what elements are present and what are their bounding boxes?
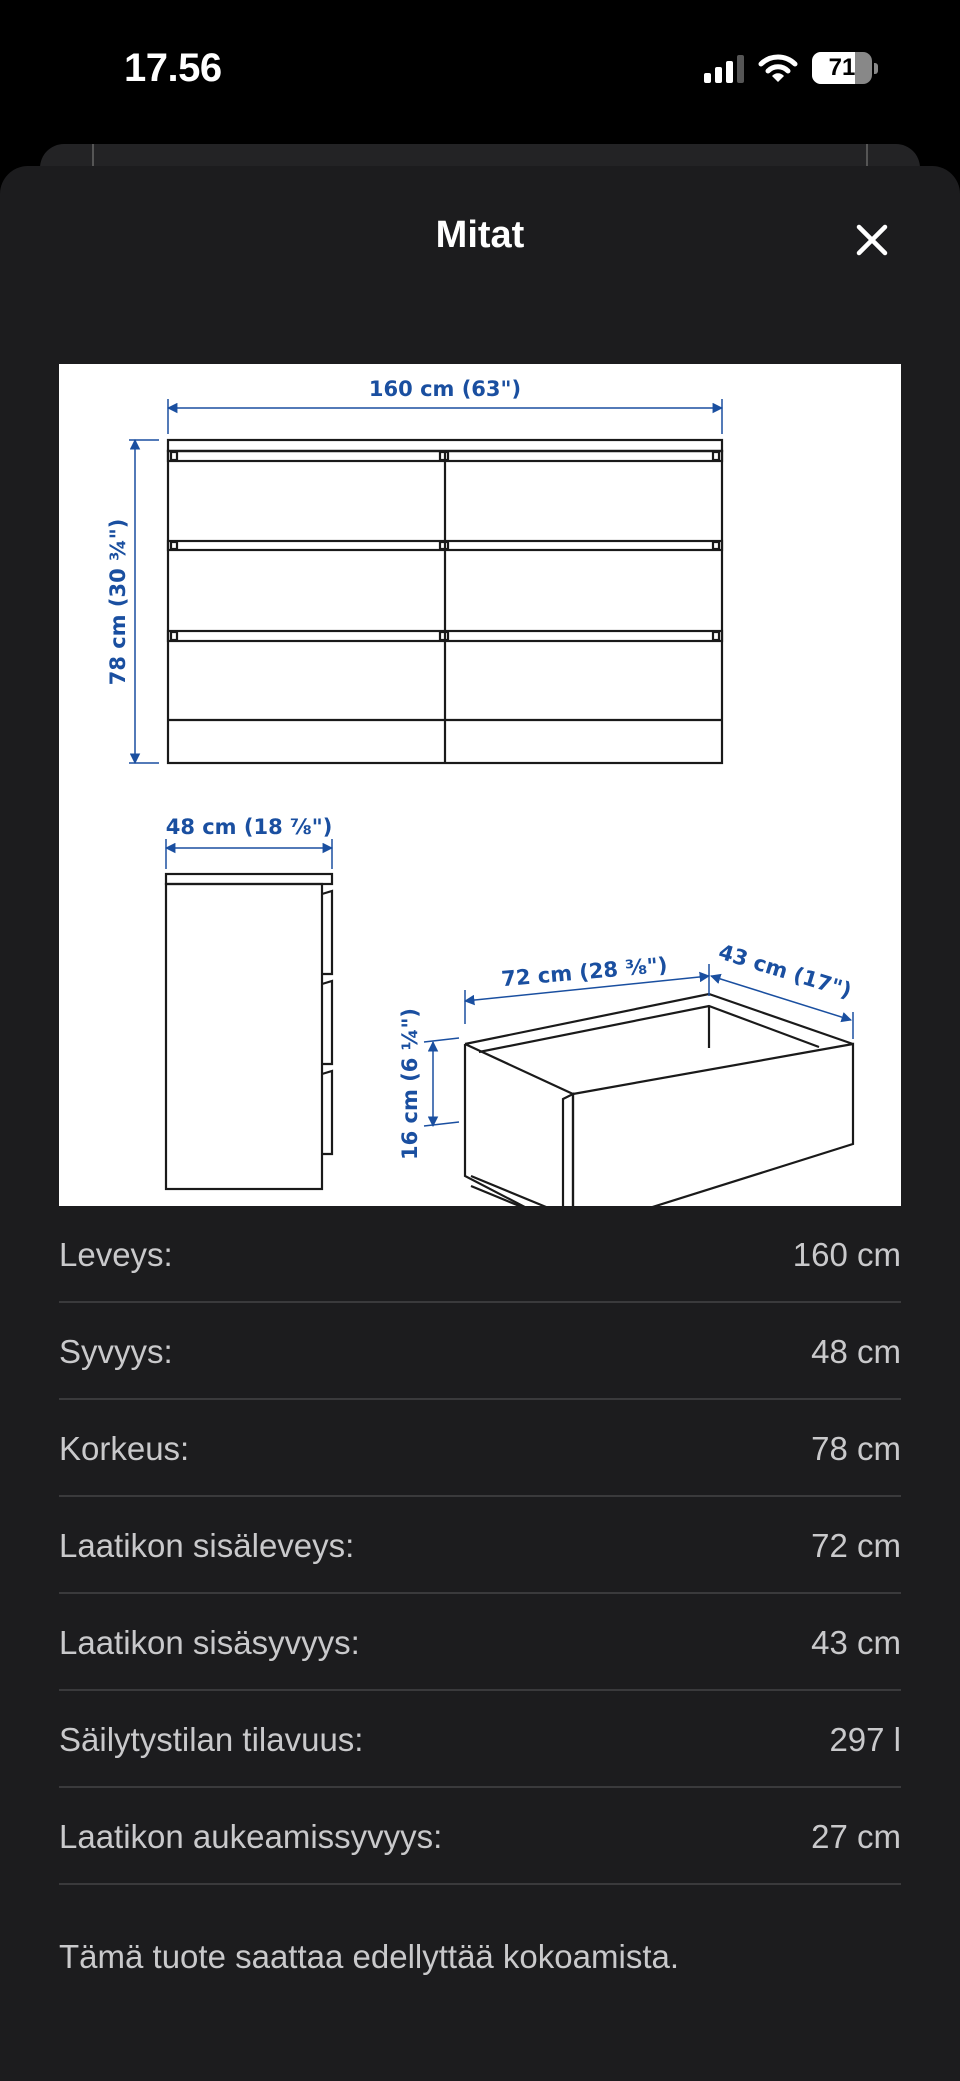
status-time: 17.56 xyxy=(124,46,222,90)
spec-label: Korkeus: xyxy=(59,1429,190,1467)
spec-row-height xyxy=(59,1400,901,1497)
spec-row-drawer-opening-depth xyxy=(59,1788,901,1885)
wifi-icon xyxy=(758,53,798,83)
dimensions-diagram xyxy=(59,364,901,1206)
drawer-width-label: 72 cm (28 ⅜") xyxy=(500,952,669,992)
spec-label: Leveys: xyxy=(59,1235,173,1273)
spec-row-drawer-inner-width xyxy=(59,1497,901,1594)
spec-label: Syvyys: xyxy=(59,1332,173,1370)
spec-label: Laatikon aukeamissyvyys: xyxy=(59,1817,443,1855)
spec-value: 48 cm xyxy=(811,1332,901,1370)
spec-value: 160 cm xyxy=(792,1235,901,1273)
spec-label: Säilytystilan tilavuus: xyxy=(59,1720,364,1758)
status-bar xyxy=(0,0,960,140)
spec-value: 43 cm xyxy=(811,1623,901,1661)
drawer-height-label: 16 cm (6 ¼") xyxy=(398,1008,422,1160)
front-height-label: 78 cm (30 ¾") xyxy=(106,518,130,686)
spec-row-drawer-inner-depth xyxy=(59,1594,901,1691)
cellular-signal-icon xyxy=(704,53,744,83)
close-button[interactable] xyxy=(848,216,896,264)
spec-row-depth xyxy=(59,1303,901,1400)
assembly-note: Tämä tuote saattaa edellyttää kokoamista. xyxy=(59,1938,680,1975)
close-icon xyxy=(855,223,889,257)
spec-value: 72 cm xyxy=(811,1526,901,1564)
sheet-title: Mitat xyxy=(435,214,525,256)
battery-percent: 71 xyxy=(828,54,856,81)
spec-label: Laatikon sisäleveys: xyxy=(59,1526,355,1564)
side-depth-label: 48 cm (18 ⅞") xyxy=(165,815,333,839)
spec-row-storage-volume xyxy=(59,1691,901,1788)
status-icons xyxy=(704,52,878,84)
drawer-depth-label: 43 cm (17") xyxy=(715,939,855,1003)
front-width-label: 160 cm (63") xyxy=(368,377,522,401)
spec-list xyxy=(59,1206,901,1885)
dimensions-drawing xyxy=(59,364,901,1206)
sheet-header xyxy=(0,166,960,312)
spec-value: 78 cm xyxy=(811,1429,901,1467)
spec-label: Laatikon sisäsyvyys: xyxy=(59,1623,360,1661)
battery-icon xyxy=(812,52,878,84)
spec-value: 27 cm xyxy=(811,1817,901,1855)
spec-row-width xyxy=(59,1206,901,1303)
dimensions-sheet xyxy=(0,166,960,2081)
spec-value: 297 l xyxy=(829,1720,901,1758)
